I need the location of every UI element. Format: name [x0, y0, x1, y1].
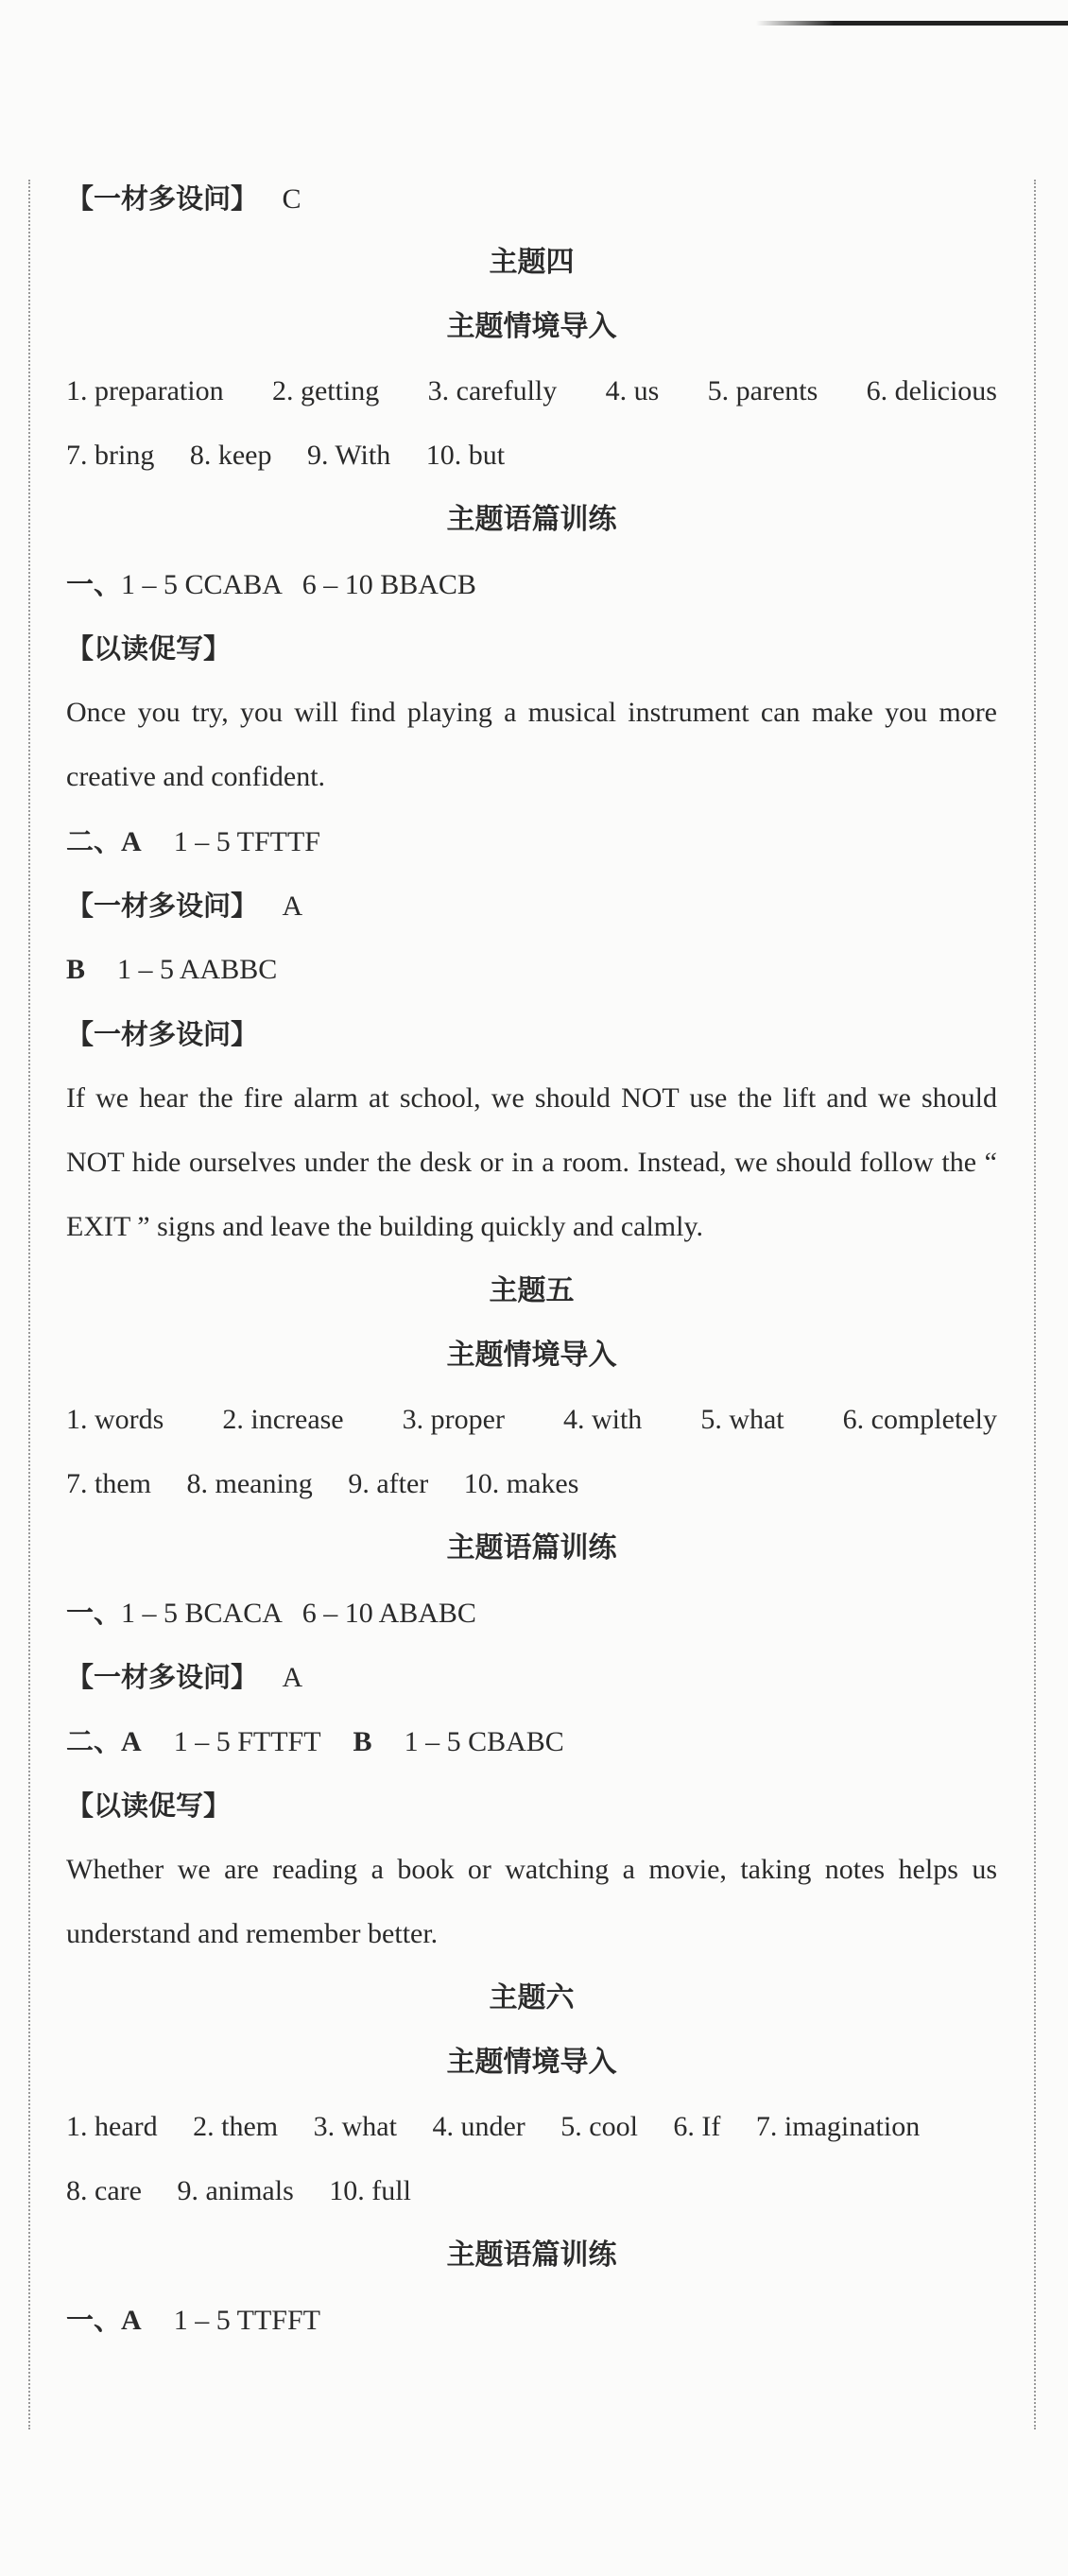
topic5-intro-item: 3. proper	[402, 1404, 505, 1435]
topic5-sec2	[66, 1709, 997, 1773]
topic5-intro-item: 7. them	[66, 1468, 151, 1499]
topic4-intro-row2	[66, 424, 997, 488]
topic6-intro-row2	[66, 2159, 997, 2223]
tag-yidu: 【以读促写】	[66, 1789, 232, 1822]
topic4-intro-item: 7. bring	[66, 440, 155, 471]
tag-yicai: 【一材多设问】	[66, 1661, 259, 1693]
topic5-writing: Whether we are reading a book or watching a movie, taking notes helps us understand and remember better.	[66, 1854, 997, 1949]
topic5-intro-item: 5. what	[700, 1404, 784, 1435]
sec2-a-label: A	[121, 826, 142, 857]
sec1-prefix: 一、	[66, 568, 122, 600]
topic4-intro-heading: 主题情境导入	[446, 310, 617, 343]
topic6-intro-item: 8. care	[66, 2175, 142, 2206]
topic5-intro-item: 6. completely	[842, 1404, 997, 1435]
topic4-sec1-answers: 1 – 5 CCABA 6 – 10 BBACB	[121, 569, 476, 600]
topic6-intro-item: 7. imagination	[755, 2111, 921, 2142]
topic6-intro-item: 3. what	[313, 2111, 397, 2142]
topic4-sec2a-answers: 1 – 5 TFTTF	[173, 826, 320, 857]
topic5-intro-item: 2. increase	[222, 1404, 344, 1435]
topic6-intro-item: 2. them	[193, 2111, 279, 2142]
topic4-intro-row1	[66, 359, 997, 424]
topic5-intro-item: 8. meaning	[186, 1468, 313, 1499]
topic6-sec1a	[66, 2288, 997, 2352]
topic5-sec2a-answers: 1 – 5 FTTFT	[173, 1726, 321, 1757]
prev-yicai-line	[66, 166, 997, 231]
topic4-sec1	[66, 552, 997, 616]
topic5-intro-heading: 主题情境导入	[446, 1339, 617, 1372]
tag-yidu: 【以读促写】	[66, 632, 232, 665]
sec2-b-label: B	[66, 954, 86, 985]
prev-yicai-answer: C	[282, 183, 301, 215]
topic4-train-heading: 主题语篇训练	[446, 503, 617, 536]
topic4-sec2a	[66, 809, 997, 873]
topic6-train-heading: 主题语篇训练	[446, 2239, 617, 2272]
topic5-yicai-answer: A	[282, 1662, 303, 1693]
topic5-sec1-answers: 1 – 5 BCACA 6 – 10 ABABC	[121, 1598, 476, 1629]
topic5-intro-item: 10. makes	[463, 1468, 579, 1499]
sec2-prefix: 二、	[66, 1725, 122, 1757]
topic4-yidu-tag-line	[66, 616, 997, 681]
topic5-train-heading: 主题语篇训练	[446, 1531, 617, 1565]
topic4-intro-item: 6. delicious	[866, 375, 997, 406]
topic4-sec2b-answers: 1 – 5 AABBC	[117, 954, 278, 985]
topic6-intro-row1	[66, 2095, 997, 2159]
topic5-title: 主题五	[489, 1274, 575, 1307]
topic6-intro-item: 10. full	[329, 2175, 411, 2206]
topic4-yicai-a-answer: A	[282, 890, 303, 922]
topic5-intro-item: 4. with	[562, 1404, 643, 1435]
topic4-intro-item: 4. us	[605, 375, 660, 406]
tag-yicai: 【一材多设问】	[66, 890, 259, 922]
topic5-yicai-line	[66, 1645, 997, 1709]
right-margin-dots	[1034, 180, 1036, 2429]
topic5-intro-item: 1. words	[66, 1404, 164, 1435]
topic6-intro-item: 1. heard	[66, 2111, 158, 2142]
sec1-prefix: 一、	[66, 2304, 122, 2336]
tag-yicai: 【一材多设问】	[66, 182, 259, 215]
topic4-yicai-b-tag-line	[66, 1002, 997, 1066]
answer-key-page	[66, 166, 997, 2352]
topic4-sec2b	[66, 938, 997, 1002]
topic4-intro-item: 2. getting	[271, 375, 380, 406]
topic4-intro-item: 10. but	[425, 440, 506, 471]
sec2-a-label: A	[121, 1726, 142, 1757]
topic4-writing: Once you try, you will find playing a musical instrument can make you more creative and confident.	[66, 697, 997, 792]
topic6-intro-item: 9. animals	[177, 2175, 294, 2206]
sec2-prefix: 二、	[66, 825, 122, 857]
topic6-intro-item: 4. under	[432, 2111, 525, 2142]
topic4-yicai-a-line	[66, 873, 997, 938]
left-margin-dots	[28, 180, 30, 2429]
topic5-intro-row2	[66, 1452, 997, 1516]
sec1-prefix: 一、	[66, 1597, 122, 1629]
topic4-intro-item: 3. carefully	[427, 375, 558, 406]
topic6-title: 主题六	[489, 1981, 575, 2014]
topic4-title: 主题四	[489, 246, 575, 279]
topic5-intro-row1	[66, 1388, 997, 1452]
topic6-intro-item: 6. If	[673, 2111, 721, 2142]
topic4-intro-item: 8. keep	[189, 440, 272, 471]
topic5-sec2b-answers: 1 – 5 CBABC	[404, 1726, 564, 1757]
sec2-b-label: B	[353, 1726, 372, 1757]
sec1-a-label: A	[121, 2305, 142, 2336]
topic6-intro-item: 5. cool	[560, 2111, 638, 2142]
topic4-intro-item: 9. With	[306, 440, 391, 471]
topic4-yicai-b-text: If we hear the fire alarm at school, we should NOT use the lift and we should NOT hide ourselves under the desk or in a room. Instead, we should follow the “ EXIT ” signs and leave the building quickly and calmly.	[66, 1082, 997, 1242]
topic4-intro-item: 5. parents	[707, 375, 818, 406]
topic5-sec1	[66, 1581, 997, 1645]
topic6-intro-heading: 主题情境导入	[446, 2046, 617, 2079]
topic6-sec1a-answers: 1 – 5 TTFFT	[173, 2305, 320, 2336]
tag-yicai: 【一材多设问】	[66, 1018, 259, 1050]
topic5-intro-item: 9. after	[348, 1468, 429, 1499]
top-rule	[756, 21, 1068, 26]
topic5-yidu-tag-line	[66, 1773, 997, 1838]
topic4-intro-item: 1. preparation	[66, 375, 224, 406]
